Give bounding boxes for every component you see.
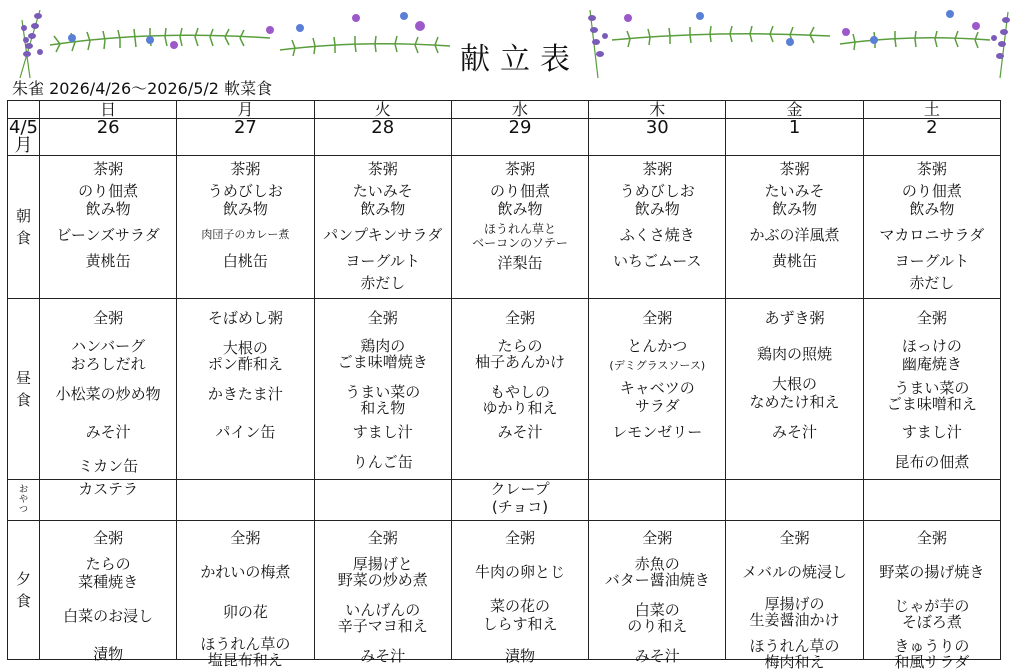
breakfast-dish: 茶粥 (642, 160, 673, 178)
breakfast-dish: ヨーグルト (345, 252, 420, 270)
right-rosemary-icon (612, 26, 990, 50)
dinner-label-char: 食 (15, 592, 31, 610)
breakfast-dish: 飲み物 (85, 200, 131, 218)
dinner-dish: 白菜の (634, 601, 680, 619)
breakfast-cell (40, 156, 177, 299)
date-cell: 27 (177, 119, 314, 156)
snack-cell (451, 480, 588, 521)
day-header: 月 (177, 101, 314, 119)
breakfast-dish: 茶粥 (230, 160, 261, 178)
lunch-dish: サラダ (634, 397, 680, 415)
breakfast-dish: 飲み物 (360, 200, 406, 218)
snack-cell (589, 480, 726, 521)
left-rosemary-icon (50, 28, 450, 56)
dinner-dish: ほうれん草の (200, 635, 291, 653)
lunch-dish: うまい菜の (894, 379, 970, 397)
dinner-dish: しらす和え (482, 615, 558, 633)
date-cell: 30 (589, 119, 726, 156)
month-label: 4/5月 (9, 117, 38, 156)
lunch-dish: かきたま汁 (207, 385, 283, 403)
lunch-dish: ハンバーグ (71, 337, 146, 355)
date-cell: 29 (451, 119, 588, 156)
breakfast-dish: 肉団子のカレー煮 (201, 228, 290, 241)
breakfast-dish: 飲み物 (909, 200, 955, 218)
page-title: 献立表 (460, 42, 580, 77)
dinner-dish: 厚揚げの (764, 595, 825, 613)
dinner-dish: 野菜の揚げ焼き (879, 563, 985, 581)
lunch-dish: なめたけ和え (749, 393, 840, 411)
day-header: 木 (589, 101, 726, 119)
corner-cell (8, 101, 40, 119)
breakfast-dish: 白桃缶 (222, 252, 268, 270)
breakfast-cell (177, 156, 314, 299)
lunch-dish: ごま味噌和え (886, 395, 977, 413)
lunch-dish: 小松菜の炒め物 (55, 385, 161, 403)
breakfast-dish: うめびしお (207, 182, 283, 200)
dinner-dish: 和風サラダ (894, 653, 970, 671)
breakfast-dish: ビーンズサラダ (56, 226, 160, 244)
snack-dish: カステラ (78, 480, 138, 498)
lunch-cell (451, 299, 588, 480)
right-flowers-icon (624, 10, 980, 46)
dinner-dish: 野菜の炒め煮 (337, 571, 428, 589)
lunch-dish: 幽庵焼き (901, 355, 962, 373)
dinner-cell (589, 521, 726, 665)
day-header: 火 (314, 101, 451, 119)
lunch-dish: 柚子あんかけ (474, 353, 565, 371)
lunch-dish: 大根の (222, 339, 268, 357)
breakfast-dish: ほうれん草と (483, 222, 556, 236)
lunch-dish: みそ汁 (497, 423, 543, 441)
lunch-cell (177, 299, 314, 480)
dinner-dish: メバルの焼浸し (742, 563, 847, 581)
lunch-dish: ポン酢和え (207, 355, 283, 373)
dinner-dish: ほうれん草の (749, 637, 840, 655)
lunch-dish: すまし汁 (352, 423, 413, 441)
dinner-cell (451, 521, 588, 665)
snack-label-char: お (18, 485, 28, 495)
day-header: 金 (726, 101, 863, 119)
day-header: 日 (40, 101, 177, 119)
dinner-dish: みそ汁 (360, 647, 406, 665)
lunch-label-char: 食 (15, 391, 31, 409)
breakfast-dish: 茶粥 (93, 160, 124, 178)
breakfast-dish: 茶粥 (504, 160, 535, 178)
dinner-dish: 漬物 (93, 645, 124, 663)
menu-subtitle: 朱雀 2026/4/26～2026/5/2 軟菜食 (12, 79, 273, 98)
dinner-dish: たらの (85, 555, 131, 573)
lunch-cell (726, 299, 863, 480)
breakfast-dish: パンプキンサラダ (323, 226, 443, 244)
snack-cell (177, 480, 314, 521)
snack-cell (40, 480, 177, 521)
dinner-cell (726, 521, 863, 671)
dinner-dish: 菜種焼き (78, 573, 139, 591)
breakfast-cell (726, 156, 863, 299)
dinner-dish: バター醤油焼き (604, 571, 710, 589)
lunch-dish: レモンゼリー (612, 423, 703, 441)
dinner-cell (863, 521, 1000, 671)
right-lavender-icon (590, 10, 1008, 78)
lunch-dish: あずき粥 (764, 309, 825, 327)
dinner-cell (314, 521, 451, 665)
lunch-dish: おろしだれ (70, 355, 146, 373)
dinner-cell (177, 521, 314, 669)
lunch-cell (863, 299, 1000, 480)
dinner-dish: じゃが芋の (894, 597, 970, 615)
dinner-dish: 生姜醤油かけ (749, 611, 840, 629)
dinner-dish: 全粥 (779, 529, 810, 547)
snack-label-char: や (18, 495, 28, 505)
breakfast-dish: 洋梨缶 (497, 254, 543, 272)
snack-cell (726, 480, 863, 521)
lunch-dish: りんご缶 (352, 453, 413, 471)
snack-dish: (チョコ) (491, 498, 549, 516)
dinner-dish: 塩昆布和え (207, 651, 283, 669)
breakfast-cell (863, 156, 1000, 299)
lunch-row (8, 299, 1001, 480)
breakfast-dish: 赤だし (909, 274, 955, 292)
breakfast-dish: 黄桃缶 (772, 252, 818, 270)
dinner-dish: 白菜のお浸し (63, 607, 154, 625)
dinner-dish: 菜の花の (489, 597, 550, 615)
lunch-dish: 大根の (772, 375, 818, 393)
dinner-dish: 厚揚げと (352, 555, 413, 573)
dinner-dish: 全粥 (642, 529, 673, 547)
menu-table (7, 100, 1001, 671)
breakfast-dish: 飲み物 (497, 200, 543, 218)
lunch-dish: すまし汁 (901, 423, 962, 441)
lunch-label-char: 昼 (15, 369, 31, 387)
breakfast-dish: いちごムース (613, 252, 702, 270)
breakfast-cell (314, 156, 451, 299)
dinner-dish: 辛子マヨ和え (337, 617, 428, 635)
snack-label-char: つ (18, 505, 28, 515)
dinner-label (8, 521, 40, 660)
snack-dish: クレープ (490, 480, 550, 498)
lunch-cell (314, 299, 451, 480)
dinner-dish: 全粥 (93, 529, 124, 547)
lunch-dish: キャベツの (619, 379, 695, 397)
breakfast-dish: たいみそ (352, 182, 413, 200)
dinner-dish: かれいの梅煮 (200, 563, 291, 581)
lunch-dish: ミカン缶 (78, 457, 139, 475)
day-header-row (8, 101, 1001, 119)
lunch-dish: みそ汁 (85, 423, 131, 441)
breakfast-dish: 飲み物 (222, 200, 268, 218)
dinner-dish: 全粥 (230, 529, 261, 547)
lunch-dish: 鶏肉の照焼 (757, 345, 833, 363)
breakfast-dish: 飲み物 (772, 200, 818, 218)
lunch-dish: そばめし粥 (207, 309, 283, 327)
lunch-dish: たらの (497, 337, 543, 355)
day-header: 水 (451, 101, 588, 119)
dinner-dish: みそ汁 (634, 647, 680, 665)
lunch-dish: ゆかり和え (482, 399, 558, 417)
dinner-dish: 漬物 (504, 647, 535, 665)
breakfast-dish: ベーコンのソテー (472, 236, 568, 250)
dinner-dish: のり和え (627, 617, 688, 635)
date-cell: 2 (863, 119, 1000, 156)
lunch-dish: うまい菜の (345, 383, 421, 401)
breakfast-row (8, 156, 1001, 299)
dinner-dish: きゅうりの (894, 637, 970, 655)
breakfast-label-char: 食 (15, 229, 31, 247)
date-cell: 26 (40, 119, 177, 156)
dinner-label-char: 夕 (15, 570, 31, 588)
snack-row (8, 480, 1001, 521)
lunch-label (8, 299, 40, 480)
breakfast-dish: 茶粥 (779, 160, 810, 178)
lunch-dish: 和え物 (360, 399, 406, 417)
lunch-dish: 全粥 (367, 309, 398, 327)
dinner-cell (40, 521, 177, 663)
breakfast-dish: ふくさ焼き (619, 226, 695, 244)
dinner-row (8, 521, 1001, 660)
lunch-dish: とんかつ (627, 337, 688, 355)
dinner-dish: 梅肉和え (764, 653, 825, 671)
breakfast-dish: マカロニサラダ (879, 226, 985, 244)
breakfast-cell (451, 156, 588, 299)
breakfast-label (8, 156, 40, 299)
dinner-dish: いんげんの (345, 601, 421, 619)
breakfast-dish: 飲み物 (634, 200, 680, 218)
breakfast-dish: かぶの洋風煮 (749, 226, 840, 244)
breakfast-label-char: 朝 (15, 207, 31, 225)
lunch-dish: 全粥 (642, 309, 673, 327)
lunch-dish: 全粥 (93, 309, 124, 327)
breakfast-dish: のり佃煮 (901, 182, 962, 200)
lunch-cell (40, 299, 177, 480)
lunch-dish: パイン缶 (215, 423, 276, 441)
date-row (8, 119, 1001, 156)
date-cell: 1 (726, 119, 863, 156)
lunch-dish: 全粥 (504, 309, 535, 327)
snack-cell (314, 480, 451, 521)
breakfast-dish: 茶粥 (916, 160, 947, 178)
breakfast-dish: 赤だし (360, 274, 406, 292)
lunch-dish: 全粥 (916, 309, 947, 327)
breakfast-dish: のり佃煮 (489, 182, 550, 200)
lunch-dish: 昆布の佃煮 (894, 453, 970, 471)
dinner-dish: 全粥 (367, 529, 398, 547)
snack-label (8, 480, 40, 521)
lunch-dish: みそ汁 (772, 423, 818, 441)
breakfast-cell (589, 156, 726, 299)
dinner-dish: 牛肉の卵とじ (474, 563, 565, 581)
lunch-dish: ほっけの (901, 337, 962, 355)
lunch-dish: ごま味噌焼き (337, 353, 428, 371)
dinner-dish: 全粥 (504, 529, 535, 547)
date-cell: 28 (314, 119, 451, 156)
dinner-dish: 全粥 (916, 529, 947, 547)
breakfast-dish: うめびしお (619, 182, 695, 200)
breakfast-dish: ヨーグルト (894, 252, 970, 270)
dinner-dish: 赤魚の (634, 555, 680, 573)
snack-cell (863, 480, 1000, 521)
day-header: 土 (863, 101, 1000, 119)
breakfast-dish: たいみそ (764, 182, 825, 200)
breakfast-dish: のり佃煮 (78, 182, 139, 200)
breakfast-dish: 茶粥 (367, 160, 398, 178)
lunch-dish: (デミグラスソース) (609, 359, 706, 372)
lunch-cell (589, 299, 726, 480)
dinner-dish: 卯の花 (222, 603, 268, 621)
dinner-dish: そぼろ煮 (901, 613, 962, 631)
lunch-dish: もやしの (489, 383, 550, 401)
breakfast-dish: 黄桃缶 (85, 252, 131, 270)
lunch-dish: 鶏肉の (360, 337, 406, 355)
